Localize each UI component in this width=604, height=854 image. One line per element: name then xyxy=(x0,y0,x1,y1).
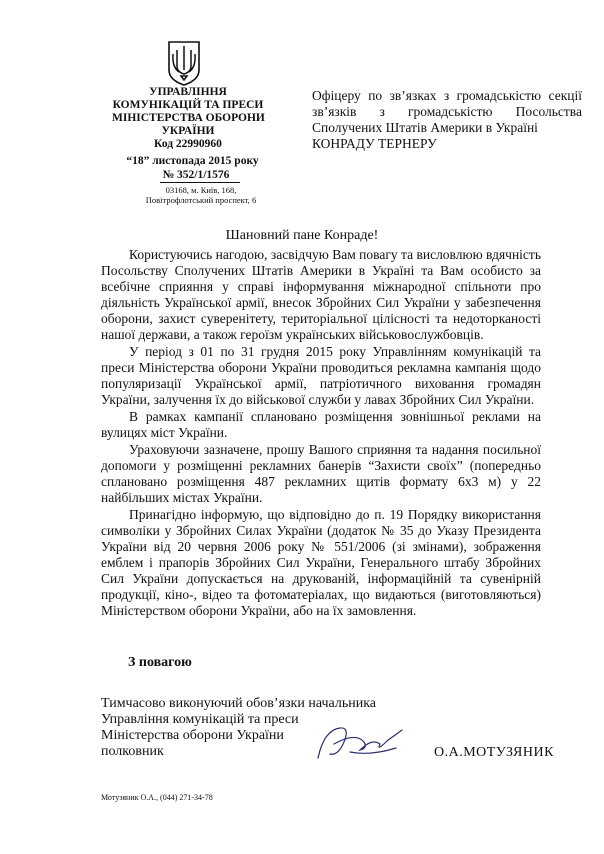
document-number: № 352/1/1576 xyxy=(162,169,230,181)
number-underline xyxy=(160,182,240,183)
recipient-line: Офіцеру по зв’язках з громадськістю секції xyxy=(312,88,582,103)
ministry-line: УКРАЇНИ xyxy=(161,125,215,137)
greeting: Шановний пане Конраде! xyxy=(225,228,379,243)
body-paragraph: Принагідно інформую, що відповідно до п. 19 Порядку використання символіки у Збройних Силах України (додаток № 35 до Указу Президента України від 20 червня 2006 року № 551/2006 (зі змінами), зображення емблем і прапорів Збройних Сил України, Генерального штабу Збройних Сил України допускається на друкованій, інформаційній та сувенірній продукції, кіно-, відео та фотоматеріалах, що видаються (виготовляються) Міністерством оборони України, або на їх замовлення. xyxy=(101,507,541,618)
body-paragraph: Ураховуючи зазначене, прошу Вашого сприяння та надання посильної допомоги у розміщенні рекламних банерів “Захисти своїх” (попередньо сплановано розміщення 487 рекламних щитів формату 6х3 м) у 22 найбільших містах України. xyxy=(101,442,541,505)
address-line: Повітрофлотський проспект, 6 xyxy=(145,195,257,205)
address-line: 03168, м. Київ, 168, xyxy=(165,185,237,195)
closing: З повагою xyxy=(128,655,192,670)
signatory-rank: полковник xyxy=(101,744,164,759)
ministry-line: МІНІСТЕРСТВА ОБОРОНИ xyxy=(112,112,265,124)
ministry-code: Код 22990960 xyxy=(154,138,222,150)
recipient-line: Сполучених Штатів Америки в Україні xyxy=(312,120,538,135)
executor-contact: Мотузяник О.А., (044) 271-34-78 xyxy=(101,793,213,802)
signatory-line: Управління комунікацій та преси xyxy=(101,712,299,727)
document-date: “18” листопада 2015 року xyxy=(126,155,259,167)
signatory-line: Тимчасово виконуючий обов’язки начальника xyxy=(101,696,377,711)
signatory-line: Міністерства оборони України xyxy=(101,728,284,743)
handwritten-signature xyxy=(310,718,410,768)
ministry-line: УПРАВЛІННЯ xyxy=(149,86,227,98)
trident-icon xyxy=(166,40,202,86)
recipient-line: зв’язків з громадськістю Посольства xyxy=(312,104,582,119)
sender-ministry xyxy=(112,86,264,151)
sender-address xyxy=(126,185,276,205)
body-paragraph: В рамках кампанії сплановано розміщення зовнішньої реклами на вулицях міст України. xyxy=(101,409,541,440)
letter-body xyxy=(101,247,541,620)
body-paragraph: У період з 01 по 31 грудня 2015 року Управлінням комунікацій та преси Міністерства оборони України проводиться рекламна кампанія щодо популяризації Української армії, патріотичного виховання громадян України, залучення їх до військової служби у лавах Збройних Сил України. xyxy=(101,344,541,407)
recipient-block xyxy=(312,88,582,152)
signatory-name: О.А.МОТУЗЯНИК xyxy=(434,745,554,760)
recipient-name: КОНРАДУ ТЕРНЕРУ xyxy=(312,136,437,151)
body-paragraph: Користуючись нагодою, засвідчую Вам повагу та висловлюю вдячність Посольству Сполучених Штатів Америки в Україні та Вам особисто за всебічне сприяння у справі інформування міжнародної спільноти про діяльність Української армії, внесок Збройних Сил України у забезпечення оборони, захист суверенітету, територіальної цілісності та недоторканості нашої держави, а також героїзм українських військовослужбовців. xyxy=(101,247,541,342)
signatory-block xyxy=(101,696,377,760)
ministry-line: КОМУНІКАЦІЙ ТА ПРЕСИ xyxy=(112,99,264,111)
